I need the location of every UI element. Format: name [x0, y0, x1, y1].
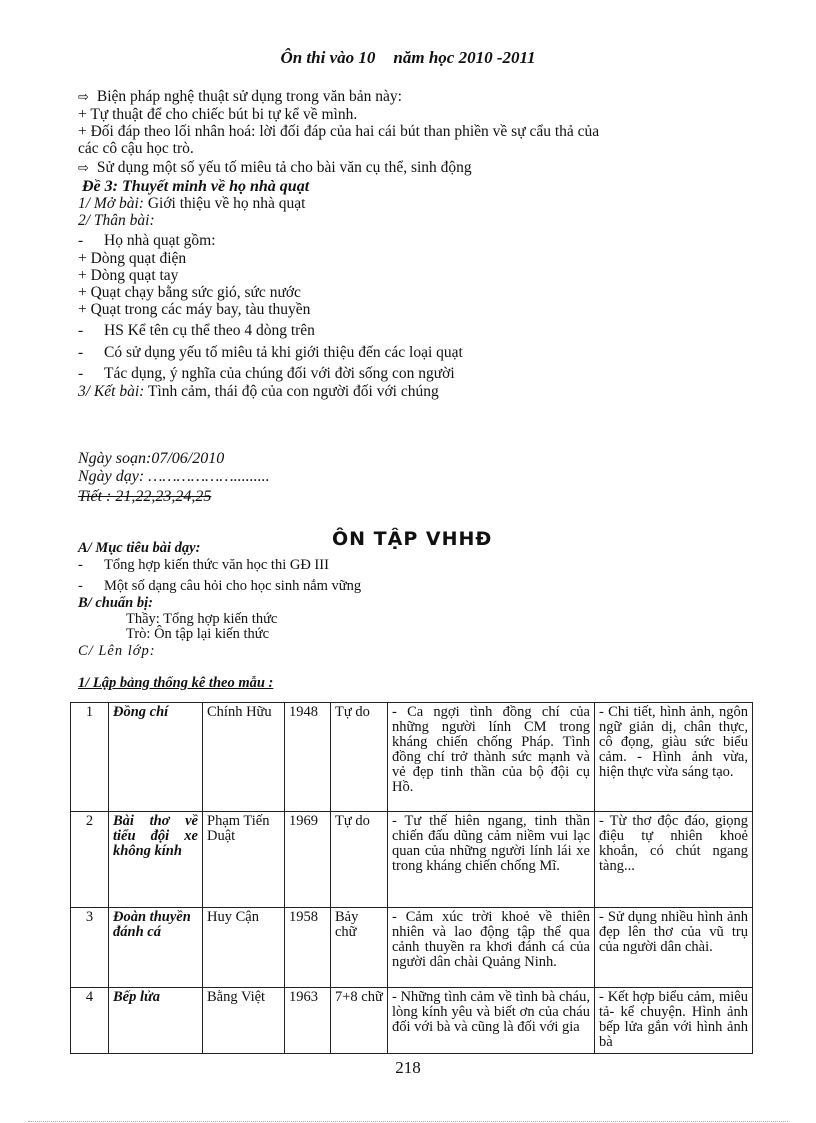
- form: Bảy chữ: [331, 908, 388, 988]
- art: - Sử dụng nhiều hình ảnh đẹp lên thơ của vũ trụ của người dân chài.: [595, 908, 753, 988]
- intro-arrow-2: ⇨ Sử dụng một số yếu tố miêu tả cho bài văn cụ thể, sinh động: [78, 159, 472, 176]
- ngay-soan: Ngày soạn:07/06/2010: [78, 450, 225, 467]
- page-header: [0, 48, 816, 68]
- table-row: [71, 812, 753, 908]
- than-bai-label: 2/ Thân bài:: [78, 212, 155, 229]
- year: 1969: [285, 812, 331, 908]
- content: - Tư thế hiên ngang, tinh thần chiến đấu dũng cảm niềm vui lạc quan của những người lính lái xe trong kháng chiến chống Mĩ.: [388, 812, 595, 908]
- chuan-bi-label: B/ chuẩn bị:: [78, 595, 153, 611]
- row-number: 1: [71, 703, 109, 812]
- de3-item-4: + Quạt trong các máy bay, tàu thuyền: [78, 301, 311, 318]
- author: Phạm Tiến Duật: [203, 812, 285, 908]
- section-1-heading: 1/ Lập bảng thống kê theo mẫu :: [78, 675, 274, 691]
- row-number: 3: [71, 908, 109, 988]
- ket-bai: 3/ Kết bài: Tình cảm, thái độ của con người đối với chúng: [78, 383, 439, 400]
- de3-bullet-3: - Có sử dụng yếu tố miêu tả khi giới thiệu đến các loại quạt: [78, 344, 463, 361]
- table-row: [71, 908, 753, 988]
- de3-item-1: + Dòng quạt điện: [78, 250, 187, 267]
- arrow-icon: ⇨: [78, 90, 89, 105]
- content: - Những tình cảm về tình bà cháu, lòng kính yêu và biết ơn của cháu đối với bà và cũng là đối với gia: [388, 988, 595, 1054]
- work-title: Bếp lửa: [109, 988, 203, 1054]
- content: - Ca ngợi tình đồng chí của những người lính CM trong kháng chiến chống Pháp. Tình đồng chí trở thành sức mạnh và vẻ đẹp tinh thần của bộ đội cụ Hồ.: [388, 703, 595, 812]
- arrow-icon: ⇨: [78, 161, 89, 176]
- art: - Kết hợp biểu cảm, miêu tả- kể chuyện. Hình ảnh bếp lửa gắn với hình ảnh bà: [595, 988, 753, 1054]
- header-left: Ôn thi vào 10: [280, 48, 376, 67]
- row-number: 2: [71, 812, 109, 908]
- work-title: Đồng chí: [109, 703, 203, 812]
- muc-tieu-2: - Một số dạng câu hỏi cho học sinh nắm vững: [78, 578, 362, 594]
- bottom-divider: [28, 1121, 788, 1122]
- header-right: năm học 2010 -2011: [393, 48, 536, 67]
- de3-bullet-1: - Họ nhà quạt gồm:: [78, 232, 216, 249]
- lesson-title: ÔN TẬP VHHĐ: [332, 528, 493, 550]
- form: 7+8 chữ: [331, 988, 388, 1054]
- art: - Chi tiết, hình ảnh, ngôn ngữ giản dị, chân thực, cô đọng, giàu sức biểu cảm. - Hình ảnh vừa, hiện thực vừa sáng tạo.: [595, 703, 753, 812]
- year: 1963: [285, 988, 331, 1054]
- ngay-day: Ngày dạy: ……………….........: [78, 468, 270, 485]
- tiet: Tiết : 21,22,23,24,25: [78, 488, 212, 505]
- work-title: Bài thơ về tiểu đội xe không kính: [109, 812, 203, 908]
- page-number: 218: [395, 1058, 421, 1077]
- table-row: [71, 988, 753, 1054]
- chuan-bi-thay: Thầy: Tổng hợp kiến thức: [126, 611, 278, 627]
- intro-arrow-1: ⇨ Biện pháp nghệ thuật sử dụng trong văn bản này:: [78, 88, 402, 105]
- intro-line-3: các cô cậu học trò.: [78, 140, 194, 157]
- year: 1958: [285, 908, 331, 988]
- muc-tieu-1: - Tổng hợp kiến thức văn học thi GĐ III: [78, 557, 329, 573]
- form: Tự do: [331, 812, 388, 908]
- de3-bullet-2: - HS Kể tên cụ thể theo 4 dòng trên: [78, 322, 315, 339]
- art: - Từ thơ độc đáo, giọng điệu tự nhiên khoẻ khoắn, có chút ngang tàng...: [595, 812, 753, 908]
- muc-tieu-label: A/ Mục tiêu bài dạy:: [78, 540, 201, 556]
- de3-bullet-4: - Tác dụng, ý nghĩa của chúng đối với đời sống con người: [78, 365, 455, 382]
- table-row: [71, 703, 753, 812]
- form: Tự do: [331, 703, 388, 812]
- len-lop-label: C/ Lên lớp:: [78, 643, 156, 659]
- row-number: 4: [71, 988, 109, 1054]
- author: Huy Cận: [203, 908, 285, 988]
- intro-line-1: + Tự thuật để cho chiếc bút bi tự kể về mình.: [78, 106, 358, 123]
- de3-item-2: + Dòng quạt tay: [78, 267, 179, 284]
- mo-bai: 1/ Mở bài: Giới thiệu về họ nhà quạt: [78, 195, 306, 212]
- year: 1948: [285, 703, 331, 812]
- work-title: Đoàn thuyền đánh cá: [109, 908, 203, 988]
- content: - Cảm xúc trời khoẻ về thiên nhiên và lao động tập thể qua cảnh thuyền ra khơi đánh cá của người dân chài Quảng Ninh.: [388, 908, 595, 988]
- summary-table: [70, 702, 753, 1054]
- de3-title: Đề 3: Thuyết minh về họ nhà quạt: [82, 178, 310, 195]
- author: Bằng Việt: [203, 988, 285, 1054]
- de3-item-3: + Quạt chạy bằng sức gió, sức nước: [78, 284, 301, 301]
- intro-line-2: + Đối đáp theo lối nhân hoá: lời đối đáp của hai cái bút than phiền về sự cẩu thả của: [78, 123, 600, 140]
- author: Chính Hữu: [203, 703, 285, 812]
- chuan-bi-tro: Trò: Ôn tập lại kiến thức: [126, 626, 270, 642]
